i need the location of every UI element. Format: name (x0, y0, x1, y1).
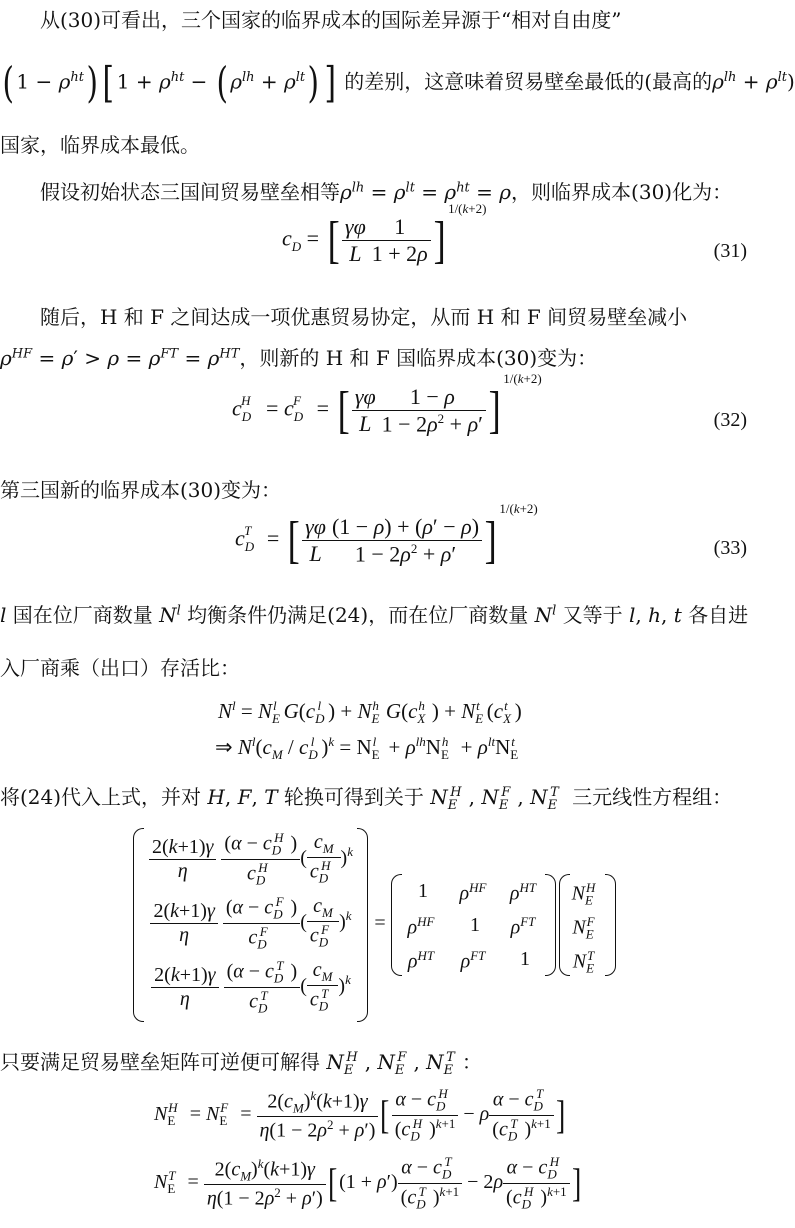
equation-number: (32) (713, 409, 747, 431)
equation-32: $c_D^H = c_D^F$ = [ $\frac{\gamma\varphi}{L}$ $\frac{1 - \rho}{1 - 2\rho^2 + \rho'}$ ]$^{1/(k+2)}$ (232, 371, 542, 439)
paragraph-line: 入厂商乘（出口）存活比： (0, 656, 240, 680)
equation-33: $c_D^T$ = [ $\frac{\gamma\varphi}{L}$ $\frac{(1 - \rho) + (\rho' - \rho)}{1 - 2\rho^2 + \rho'}$ ]$^{1/(k+2)}$ (235, 501, 538, 569)
inline-text: ，则新的 H 和 F 国临界成本(30)变为： (239, 346, 598, 370)
inline-text: 假设初始状态三国间贸易壁垒相等 (40, 180, 340, 204)
equation-entry-firms-2: ⇒ $N^l(c_M / c_D^l$ )$^k = N_E^l + \rho^{lh}N_E^h + \rho^{lt}N_E^t$ (215, 734, 519, 763)
paragraph-line: $\rho^{HF} = \rho' > \rho = \rho^{FT} = \rho^{HT}$，则新的 H 和 F 国临界成本(30)变为： (0, 346, 598, 370)
paragraph-line: 假设初始状态三国间贸易壁垒相等$\rho^{lh} = \rho^{lt} = \rho^{ht} = \rho$，则临界成本(30)化为： (40, 180, 733, 204)
equation-number: (31) (713, 240, 747, 262)
solution-equation-T: $N_E^T$ = $\frac{2(c_M)^k(k+1)\gamma}{\eta(1 - 2\rho^2 + \rho')}$ [(1 + ρ′) $\frac{\alpha - c_D^T}{(c_D^T )^{k+1}}$ − 2ρ $\frac{\alpha - c_D^H}{(c_D^H )^{k+1}}$ ] (154, 1154, 582, 1212)
paragraph-line: ( $1 - \rho^{ht}$) [ $1 + \rho^{ht}$ − ( $\rho^{lh} + \rho^{lt}$) ] 的差别，这意味着贸易壁垒最低的(最高的$\rho^{lh} + \rho^{lt}$) (2, 58, 795, 107)
equation-31: $c_D$ = [ $\frac{\gamma\varphi}{L}$ $\frac{1}{1 + 2\rho}$ ]$^{1/(k+2)}$ (282, 201, 487, 269)
equation-number: (33) (713, 537, 747, 559)
equation-entry-firms: $N^l = N_E^l$ $G(c_D^l$ ) + $N_E^h$ $G(c_X^h$ ) + $N_E^t$ ($c_X^t$ ) (218, 698, 522, 727)
paragraph-line: 随后，H 和 F 之间达成一项优惠贸易协定，从而 H 和 F 间贸易壁垒减小 (40, 305, 688, 329)
paragraph-line: 国家，临界成本最低。 (0, 133, 200, 157)
paragraph-line: 将(24)代入上式，并对 H, F, T 轮换可得到关于 $N_E^H$ , $N_E^F$ , $N_E^T$ 三元线性方程组： (0, 785, 733, 813)
paragraph-line: 从(30)可看出，三个国家的临界成本的国际差异源于“相对自由度” (40, 8, 622, 32)
linear-system: $\frac{2(k+1)\gamma}{\eta}$ $\frac{(\alpha - c_D^H )}{c_D^H}$ ( $\frac{c_M}{c_D^H}$ )$^k$ $\frac{2(k+1)\gamma}{\eta}$ $\frac{(\alpha - c_D^F )}{c_D^F}$ ( $\frac{c_M}{c_D^F}$ )$^k$ $\frac{2(k+1)\gamma}{\eta}$ $\frac{(\alpha - c_D^T )}{c_D^T}$ ( $\frac{c_M}{c_D^T}$ )$^k$ = 1 $\rho^{HF}$ $\rho^{HT}$ $\rho^{HF}$ 1 $\rho^{FT}$ $\rho^{HT}$ $\rho^{FT}$ 1 $N_E^H$ $N_E^F$ $N_E^T$ (133, 828, 623, 1028)
inline-text: ，则临界成本(30)化为： (511, 180, 733, 204)
paragraph-line: 只要满足贸易壁垒矩阵可逆便可解得 $N_E^H$ , $N_E^F$ , $N_E^T$ ： (0, 1050, 482, 1078)
inline-text: 的差别，这意味着贸易壁垒最低的(最高的 (344, 69, 713, 94)
paragraph-line: 第三国新的临界成本(30)变为： (0, 478, 282, 502)
solution-equation-HF: $N_E^H = N_E^F$ = $\frac{2(c_M)^k(k+1)\gamma}{\eta(1 - 2\rho^2 + \rho')}$ [ $\frac{\alpha - c_D^H}{(c_D^H )^{k+1}}$ − ρ $\frac{\alpha - c_D^T}{(c_D^T )^{k+1}}$ ] (154, 1086, 566, 1144)
paragraph-line: l 国在位厂商数量 $N^l$ 均衡条件仍满足(24)，而在位厂商数量 $N^l$ 又等于 l, h, t 各自进 (0, 603, 749, 627)
